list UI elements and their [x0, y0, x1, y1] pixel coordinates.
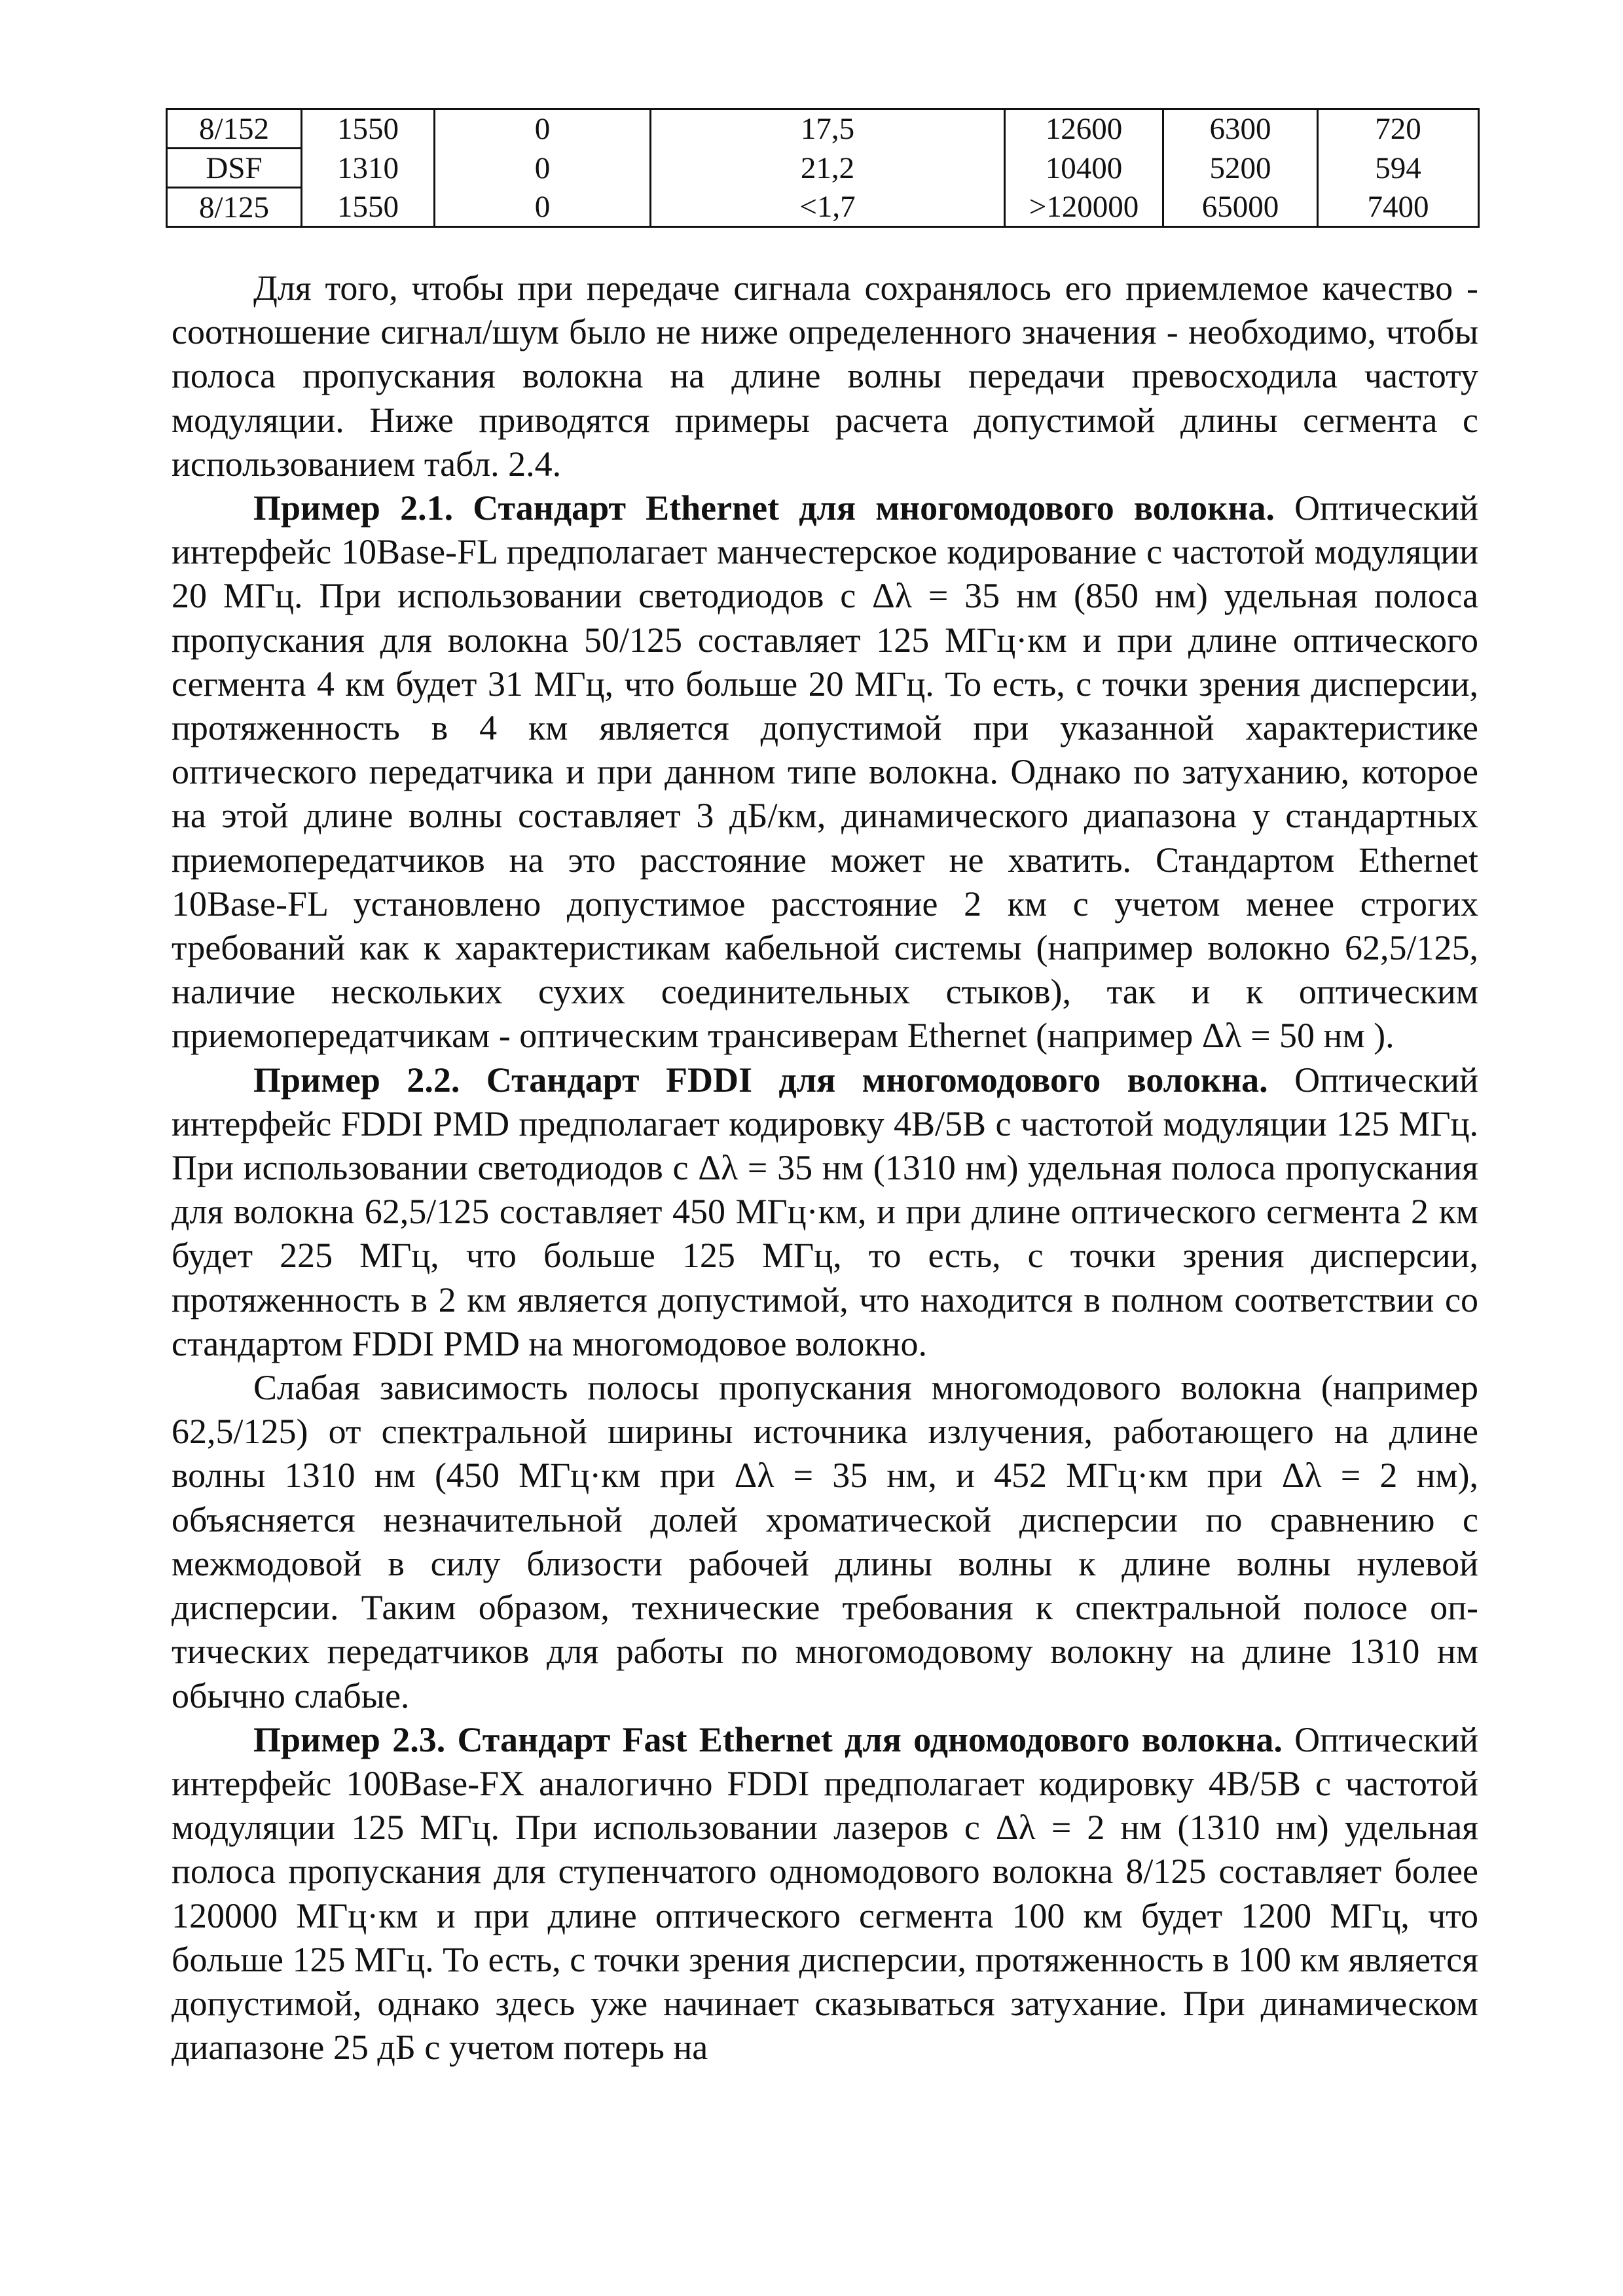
- table-cell: DSF: [167, 149, 302, 188]
- table-cell: 594: [1318, 149, 1479, 188]
- table-row: [167, 149, 1479, 188]
- table-cell: 1310: [302, 149, 435, 188]
- paragraph-intro: Для того, чтобы при передаче сигнала сохранялось его приемлемое качество - соотношение сигнал/шум было не ниже определенного значения - необходимо, чтобы полоса пропускания волокна на длине волны передачи превосходила частоту модуляции. Ниже приводятся примеры расчета допустимой длины сегмента с использованием табл. 2.4.: [172, 268, 1478, 484]
- table-cell: 10400: [1005, 149, 1163, 188]
- example-body: Оптический интерфейс FDDI PMD предполагает кодировку 4B/5B с частотой модуляции 125 МГц. При использовании светодиодов с Δλ = 35 нм (1310 нм) удельная полоса пропускания для волокна 62,5/125 составляет 450 МГц·км, и при длине оптического сегмента 2 км будет 225 МГц, что больше 125 МГц, то есть, с точки зрения дисперсии, протяженность в 2 км является допустимой, что находится в полном соответствии со стандартом FDDI PMD на многомодовое волокно.: [172, 1060, 1478, 1363]
- table-cell: 21,2: [651, 149, 1005, 188]
- table-cell: 1550: [302, 109, 435, 149]
- paragraph-dependence: Слабая зависимость полосы пропускания многомодового волокна (например 62,5/125) от спектральной ширины источника излучения, работающего на длине волны 1310 нм (450 МГц·км при Δλ = 35 нм, и 452 МГц·км при Δλ = 2 нм), объясняется незначительной долей хроматической дисперсии по сравнению с межмодовой в силу близости рабочей длины волны к длине волны нулевой дисперсии. Таким образом, технические требования к спектральной полосе оп-тических передатчиков для работы по многомодовому волокну на длине 1310 нм обычно слабые.: [172, 1368, 1478, 1715]
- table-cell: 0: [435, 109, 651, 149]
- body-text: [172, 266, 1478, 2070]
- table-cell: 8/152: [167, 109, 302, 149]
- fiber-parameters-table: [166, 108, 1480, 228]
- example-heading: Пример 2.3. Стандарт Fast Ethernet для одномодового волокна.: [253, 1719, 1283, 1759]
- table-row: [167, 188, 1479, 227]
- table-cell: >120000: [1005, 188, 1163, 227]
- example-body: Оптический интерфейс 100Base-FX аналогично FDDI предполагает кодировку 4B/5B с частотой модуляции 125 МГц. При использовании лазеров с Δλ = 2 нм (1310 нм) удельная полоса пропускания для ступенчатого одномодового волокна 8/125 составляет более 120000 МГц·км и при длине оптического сегмента 100 км будет 1200 МГц, что больше 125 МГц. То есть, с точки зрения дисперсии, протяженность в 100 км является допустимой, однако здесь уже начинает сказываться затухание. При динамическом диапазоне 25 дБ с учетом потерь на: [172, 1719, 1478, 2068]
- example-body: Оптический интерфейс 10Base-FL предполагает манчестерское кодирование с частотой модуляции 20 МГц. При использовании светодиодов с Δλ = 35 нм (850 нм) удельная полоса пропускания для волокна 50/125 составляет 125 МГц·км и при длине оптического сегмента 4 км будет 31 МГц, что больше 20 МГц. То есть, с точки зрения дисперсии, протяженность в 4 км является допустимой при указанной характеристике оптического передатчика и при данном типе волокна. Однако по затуханию, которое на этой длине волны составляет 3 дБ/км, динамического диапазона у стандартных приемопередатчиков на это расстояние может не хватить. Стандартом Ethernet 10Base-FL установлено допустимое расстояние 2 км с учетом менее строгих требований как к характеристикам кабельной системы (например волокно 62,5/125, наличие нескольких сухих соединительных стыков), так и к оптическим приемопередатчикам - оптическим трансиверам Ethernet (например Δλ = 50 нм ).: [172, 488, 1478, 1056]
- paragraph-example-2-1: [172, 486, 1478, 1058]
- table-cell: 0: [435, 149, 651, 188]
- paragraph-example-2-2: [172, 1058, 1478, 1366]
- table-cell: 6300: [1163, 109, 1318, 149]
- table-cell: 0: [435, 188, 651, 227]
- table-cell: 720: [1318, 109, 1479, 149]
- example-heading: Пример 2.1. Стандарт Ethernet для многомодового волокна.: [253, 488, 1275, 528]
- table-cell: 12600: [1005, 109, 1163, 149]
- table-cell: 1550: [302, 188, 435, 227]
- paragraph-example-2-3: [172, 1718, 1478, 2070]
- table-cell: 5200: [1163, 149, 1318, 188]
- table-cell: 7400: [1318, 188, 1479, 227]
- example-heading: Пример 2.2. Стандарт FDDI для многомодового волокна.: [253, 1060, 1268, 1100]
- table-cell: <1,7: [651, 188, 1005, 227]
- table-cell: 65000: [1163, 188, 1318, 227]
- table-cell: 8/125: [167, 188, 302, 227]
- table-row: [167, 109, 1479, 149]
- table-cell: 17,5: [651, 109, 1005, 149]
